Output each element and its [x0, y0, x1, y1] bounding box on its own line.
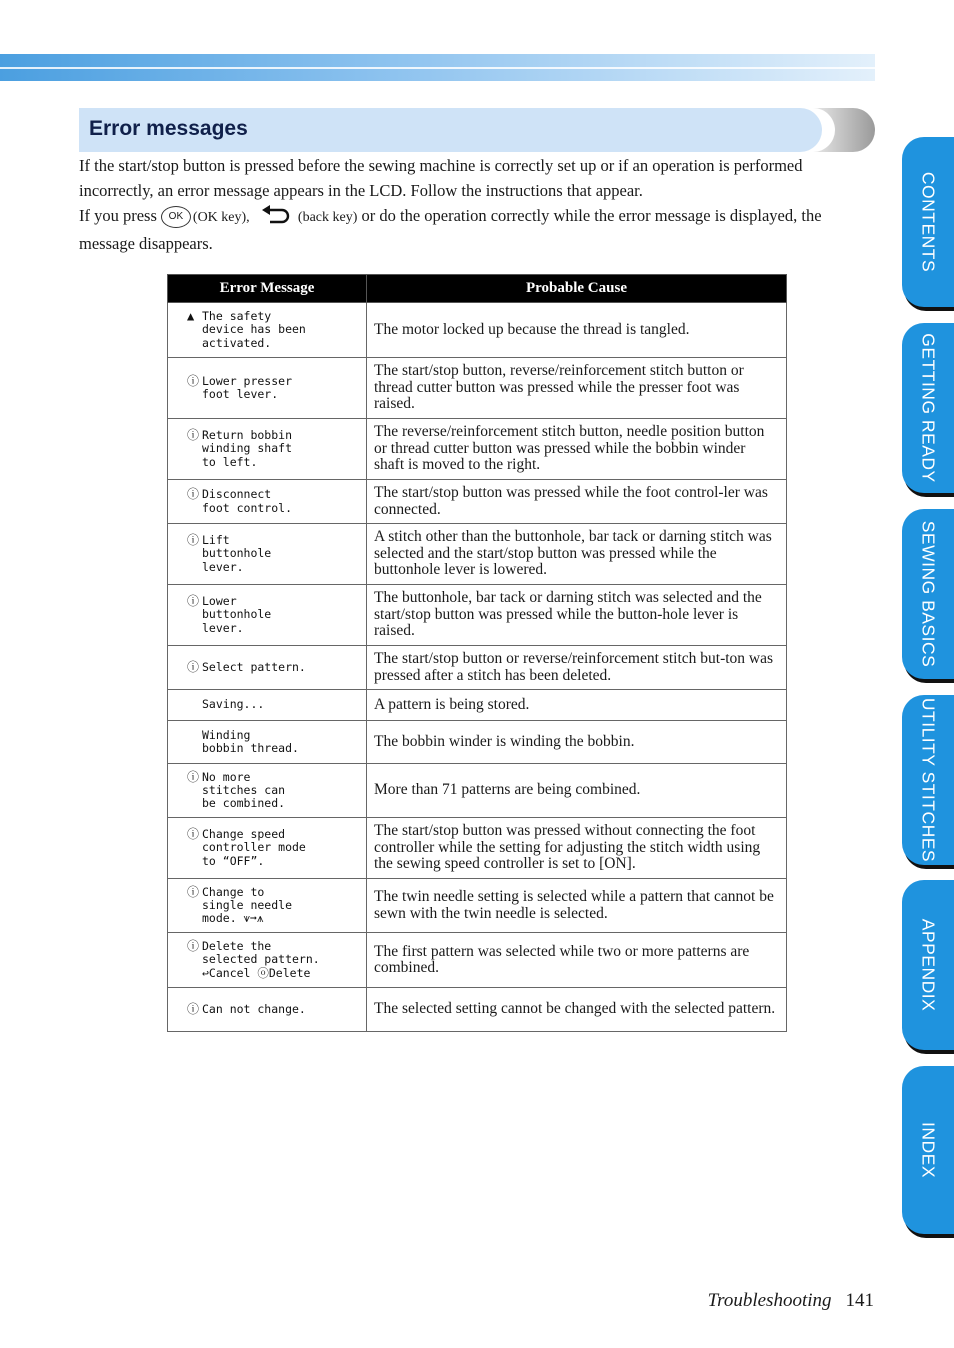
alert-icon: ⓘ [187, 827, 200, 842]
lcd-message: ⓘ Change to single needle mode. ⩛➞⩚ [187, 884, 293, 926]
warning-icon: ▲ [187, 309, 195, 324]
lcd-message: Winding bobbin thread. [202, 727, 299, 755]
lcd-message: ⓘ No more stitches can be combined. [187, 769, 286, 811]
heading-cap-decor [813, 108, 875, 152]
side-tab-label: INDEX [918, 1122, 939, 1178]
top-decor-band [0, 54, 875, 81]
probable-cause-cell: A pattern is being stored. [367, 690, 787, 721]
side-tab-appendix[interactable] [902, 880, 954, 1050]
table-row [168, 419, 787, 480]
lcd-message-cell [168, 764, 367, 818]
probable-cause-cell: The start/stop button or reverse/reinforcement stitch but-ton was pressed after a stitch has been deleted. [367, 646, 787, 690]
side-tab-contents[interactable] [902, 137, 954, 307]
side-tab-getting-ready[interactable] [902, 323, 954, 493]
lcd-message-cell [168, 480, 367, 524]
lcd-message: Saving... [202, 697, 265, 712]
lcd-message-cell [168, 879, 367, 933]
probable-cause-cell: The selected setting cannot be changed with the selected pattern. [367, 988, 787, 1032]
probable-cause-cell: The start/stop button was pressed while the foot control-ler was connected. [367, 480, 787, 524]
probable-cause-cell: The start/stop button, reverse/reinforcement stitch button or thread cutter button was pressed while the presser foot was raised. [367, 358, 787, 419]
probable-cause-cell: The motor locked up because the thread is tangled. [367, 303, 787, 358]
lcd-message-cell [168, 721, 367, 764]
table-row [168, 818, 787, 879]
lcd-message: ⓘ Lower buttonhole lever. [187, 594, 272, 635]
probable-cause-cell: The buttonhole, bar tack or darning stitch was selected and the start/stop button was pressed while the button-hole lever is raised. [367, 585, 787, 646]
page-title: Error messages [89, 117, 248, 140]
table-row [168, 646, 787, 690]
probable-cause-cell: The reverse/reinforcement stitch button, needle position button or thread cutter button was pressed while the bobbin winder shaft is moved to the right. [367, 419, 787, 480]
table-row [168, 358, 787, 419]
alert-icon: ⓘ [187, 769, 200, 784]
lcd-message: ⓘ Return bobbin winding shaft to left. [187, 428, 293, 469]
alert-icon: ⓘ [187, 939, 200, 954]
probable-cause-cell: The bobbin winder is winding the bobbin. [367, 721, 787, 764]
ok-key-icon: OK [161, 206, 191, 228]
probable-cause-cell: The first pattern was selected while two or more patterns are combined. [367, 933, 787, 988]
side-tab-label: UTILITY STITCHES [918, 697, 939, 863]
probable-cause-cell: The start/stop button was pressed without connecting the foot controller while the setting for adjusting the stitch width using the sewing speed controller is set to [ON]. [367, 818, 787, 879]
lcd-message: ⓘ Select pattern. [187, 659, 306, 674]
lcd-message-cell [168, 818, 367, 879]
lcd-message-cell [168, 358, 367, 419]
error-message-table [167, 274, 787, 1032]
page-number: 141 [845, 1290, 874, 1311]
page-footer [708, 1290, 874, 1312]
table-row [168, 879, 787, 933]
back-key-icon [262, 204, 292, 231]
alert-icon: ⓘ [187, 594, 200, 609]
table-row [168, 303, 787, 358]
lcd-message-cell [168, 585, 367, 646]
column-header-error-message: Error Message [168, 275, 367, 303]
lcd-message: ⓘ Change speed controller mode to “OFF”. [187, 827, 306, 868]
lcd-message-cell [168, 690, 367, 721]
side-tab-label: CONTENTS [918, 171, 939, 273]
side-tab-index[interactable] [902, 1066, 954, 1234]
lcd-message: ⓘ Lift buttonhole lever. [187, 533, 272, 574]
lcd-message-cell [168, 419, 367, 480]
alert-icon: ⓘ [187, 428, 200, 443]
table-row [168, 933, 787, 988]
table-row [168, 988, 787, 1032]
chapter-name: Troubleshooting [707, 1290, 832, 1311]
intro-paragraph-2: If you press OK (OK key), (back key) or do the operation correctly while the error message is displayed, the message disappears. [79, 203, 875, 256]
side-tab-label: GETTING READY [918, 333, 939, 483]
table-row [168, 764, 787, 818]
intro-paragraph-1: If the start/stop button is pressed before the sewing machine is correctly set up or if an operation is performed incorrectly, an error message appears in the LCD. Follow the instructions that appear. [79, 156, 803, 200]
lcd-message-cell [168, 646, 367, 690]
lcd-message: ⓘ Lower presser foot lever. [187, 373, 293, 401]
side-tab-label: APPENDIX [918, 918, 939, 1012]
table-row [168, 524, 787, 585]
table-row [168, 721, 787, 764]
alert-icon: ⓘ [187, 373, 200, 388]
side-tab-label: SEWING BASICS [918, 520, 939, 668]
alert-icon: ⓘ [187, 659, 200, 674]
table-row [168, 480, 787, 524]
lcd-message: ⓘ Delete the selected pattern. ↩Cancel ⓞDelete [187, 939, 320, 980]
table-row [168, 585, 787, 646]
probable-cause-cell: More than 71 patterns are being combined. [367, 764, 787, 818]
lcd-message: ▲ The safety device has been activated. [187, 309, 306, 350]
lcd-message-cell [168, 988, 367, 1032]
lcd-message-cell [168, 303, 367, 358]
probable-cause-cell: A stitch other than the buttonhole, bar tack or darning stitch was selected and the start/stop button was pressed while the buttonhole lever is lowered. [367, 524, 787, 585]
alert-icon: ⓘ [187, 533, 200, 548]
table-row [168, 690, 787, 721]
side-tab-sewing-basics[interactable] [902, 509, 954, 679]
side-tab-utility-stitches[interactable] [902, 695, 954, 865]
alert-icon: ⓘ [187, 487, 200, 502]
alert-icon: ⓘ [187, 1001, 200, 1016]
section-heading [79, 108, 822, 152]
probable-cause-cell: The twin needle setting is selected while a pattern that cannot be sewn with the twin needle is selected. [367, 879, 787, 933]
lcd-message-cell [168, 524, 367, 585]
lcd-message-cell [168, 933, 367, 988]
lcd-message: ⓘ Disconnect foot control. [187, 487, 293, 515]
column-header-probable-cause: Probable Cause [367, 275, 787, 303]
lcd-message: ⓘ Can not change. [187, 1001, 306, 1016]
alert-icon: ⓘ [187, 884, 200, 899]
intro-text [79, 153, 875, 256]
